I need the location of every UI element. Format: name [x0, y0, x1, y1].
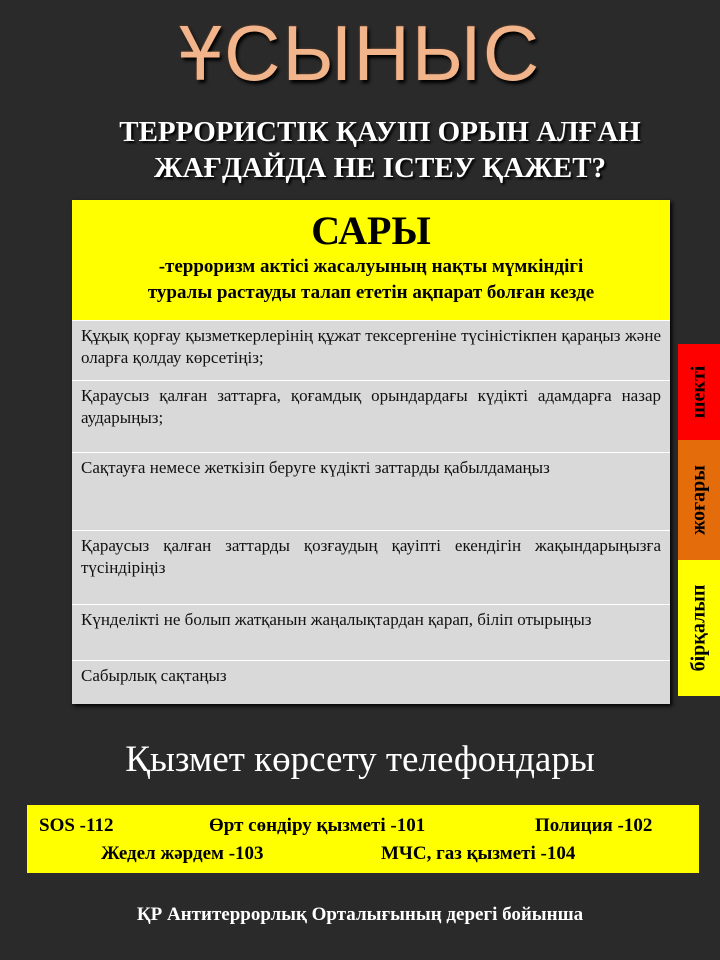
- phone-police: Полиция -102: [535, 815, 653, 836]
- level-critical-label: шекті: [687, 365, 710, 419]
- question-line-1: ТЕРРОРИСТІК ҚАУІП ОРЫН АЛҒАН: [119, 116, 641, 148]
- level-high-label: жоғары: [687, 465, 710, 535]
- level-critical: [678, 344, 720, 440]
- phones-box: [27, 805, 699, 873]
- phones-heading: Қызмет көрсету телефондары: [125, 739, 595, 780]
- page-title: ҰСЫНЫС: [178, 9, 542, 97]
- phone-gas: МЧС, газ қызметі -104: [381, 843, 576, 864]
- phone-fire: Өрт сөндіру қызметі -101: [209, 815, 426, 836]
- phone-sos: SOS -112: [39, 815, 114, 836]
- level-header: [72, 200, 670, 320]
- level-description-line-1: -терроризм актісі жасалуының нақты мүмкіндігі: [158, 256, 584, 277]
- list-item: Күнделікті не болып жатқанын жаңалықтардан қарап, біліп отырыңыз: [72, 604, 670, 660]
- threat-level-scale: [678, 344, 720, 696]
- level-name: САРЫ: [311, 208, 431, 253]
- level-high: [678, 440, 720, 560]
- question-heading: [60, 114, 700, 186]
- level-description-line-2: туралы растауды талап ететін ақпарат болған кезде: [147, 282, 595, 303]
- level-normal-label: бірқалып: [687, 584, 710, 672]
- recommendations-panel: [72, 200, 670, 704]
- list-item: Қараусыз қалған заттарды қозғаудың қауіпті екендігін жақындарыңызға түсіндіріңіз: [72, 530, 670, 604]
- question-line-2: ЖАҒДАЙДА НЕ ІСТЕУ ҚАЖЕТ?: [153, 152, 607, 184]
- list-item: Сабырлық сақтаңыз: [72, 660, 670, 698]
- level-normal: [678, 560, 720, 696]
- phone-ambulance: Жедел жәрдем -103: [101, 843, 264, 864]
- list-item: Құқық қорғау қызметкерлерінің құжат тексергеніне түсіністікпен қараңыз және оларға қолдау көрсетіңіз;: [72, 320, 670, 380]
- list-item: Сақтауға немесе жеткізіп беруге күдікті заттарды қабылдамаңыз: [72, 452, 670, 530]
- list-item: Қараусыз қалған заттарға, қоғамдық орындардағы күдікті адамдарға назар аударыңыз;: [72, 380, 670, 452]
- source-note: ҚР Антитеррорлық Орталығының дерегі бойынша: [136, 904, 584, 925]
